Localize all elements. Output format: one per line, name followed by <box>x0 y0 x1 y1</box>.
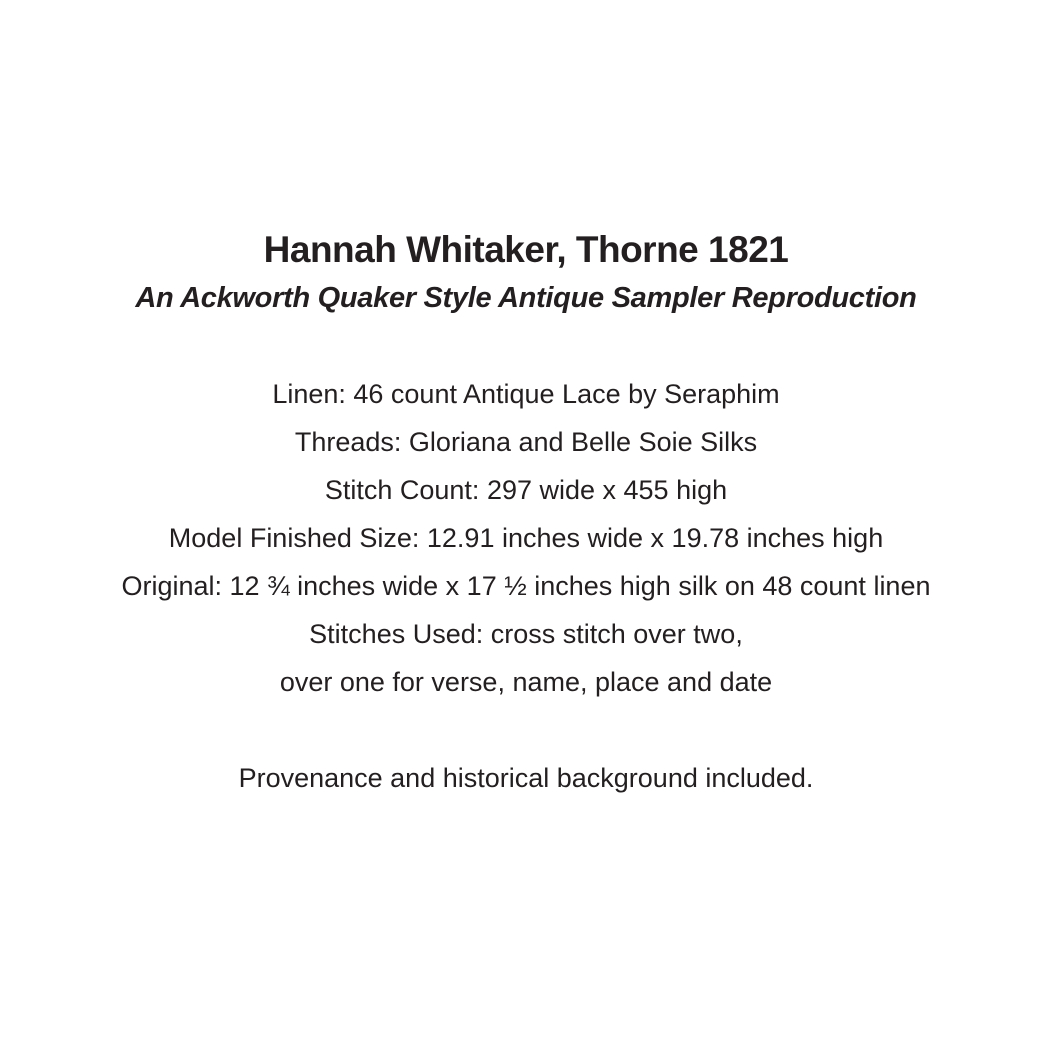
detail-linen: Linen: 46 count Antique Lace by Seraphim <box>272 379 780 409</box>
detail-original-size: Original: 12 ¾ inches wide x 17 ½ inches high silk on 48 count linen <box>121 571 931 601</box>
detail-stitch-count: Stitch Count: 297 wide x 455 high <box>324 475 728 505</box>
detail-stitches-used: Stitches Used: cross stitch over two, <box>309 619 743 649</box>
provenance-note: Provenance and historical background included. <box>238 763 814 793</box>
pattern-details <box>0 370 1052 706</box>
detail-stitches-used-continued: over one for verse, name, place and date <box>279 667 773 697</box>
page-subtitle: An Ackworth Quaker Style Antique Sampler Reproduction <box>135 282 917 314</box>
detail-model-finished-size: Model Finished Size: 12.91 inches wide x 19.78 inches high <box>168 523 884 553</box>
page-title: Hannah Whitaker, Thorne 1821 <box>263 229 789 270</box>
detail-threads: Threads: Gloriana and Belle Soie Silks <box>294 427 758 457</box>
